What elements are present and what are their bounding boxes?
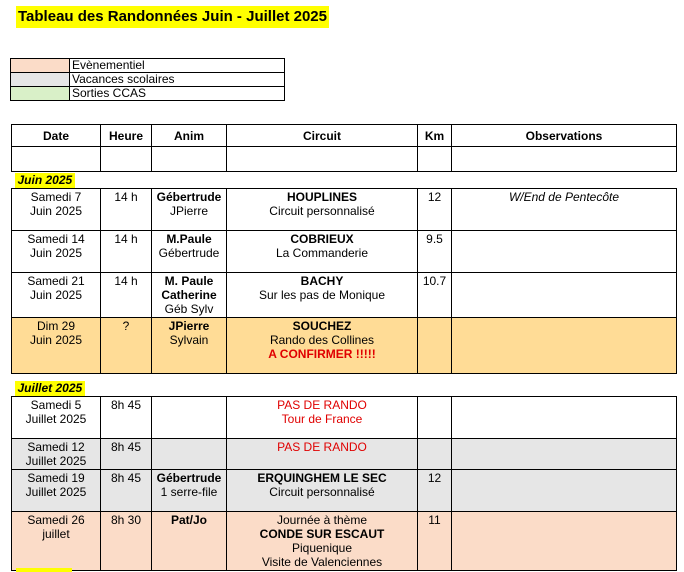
blank-row [12,147,677,172]
heure-cell: 14 h [101,189,152,231]
hikes-table [11,124,677,571]
obs-cell [452,470,677,512]
anim-cell [152,273,227,318]
date-cell [12,231,101,273]
anim-lead: Gébertrude [156,471,222,485]
date-cell [12,439,101,470]
anim-cell [152,189,227,231]
anim-cell [152,439,227,470]
heure-cell: 14 h [101,231,152,273]
anim-cell [152,397,227,439]
anim-cell [152,318,227,374]
circuit-name: COBRIEUX [290,232,354,246]
km-cell [418,397,452,439]
circuit-line: Piquenique [291,541,353,555]
date-line: Samedi 26 [27,513,85,527]
section-label-juin: Juin 2025 [15,173,76,188]
blank-cell [101,147,152,172]
circuit-name: SOUCHEZ [292,319,352,333]
circuit-line: Tour de France [281,412,363,426]
km-cell: 9.5 [418,231,452,273]
section-cell [12,374,677,397]
table-row [12,470,677,512]
circuit-line: Sur les pas de Monique [258,288,386,302]
obs-cell [452,397,677,439]
circuit-name: PAS DE RANDO [277,440,367,454]
anim-line: 1 serre-file [160,485,218,499]
anim-cell [152,231,227,273]
circuit-cell [227,512,418,571]
header-observations: Observations [452,125,677,147]
date-cell [12,318,101,374]
anim-cell [152,512,227,571]
date-line: Samedi 12 [27,440,85,454]
date-line: Samedi 14 [27,232,85,246]
km-cell: 11 [418,512,452,571]
circuit-name: PAS DE RANDO [277,398,367,412]
date-line: juillet [42,527,70,541]
heure-cell: 8h 30 [101,512,152,571]
table-row [12,273,677,318]
date-line: Juin 2025 [29,288,83,302]
km-cell [418,439,452,470]
table-row [12,318,677,374]
header-heure: Heure [101,125,152,147]
date-line: Juin 2025 [29,246,83,260]
circuit-name: BACHY [300,274,344,288]
circuit-cell [227,231,418,273]
circuit-line: La Commanderie [275,246,369,260]
obs-cell [452,512,677,571]
legend-table [10,58,285,101]
anim-cell [152,470,227,512]
anim-line: JPierre [169,204,208,218]
obs-cell [452,318,677,374]
circuit-name: HOUPLINES [286,190,357,204]
circuit-line: Rando des Collines [269,333,375,347]
table-row [12,231,677,273]
section-cell [12,172,677,189]
legend-label-evenementiel: Evènementiel [70,59,285,73]
page-title: Tableau des Randonnées Juin - Juillet 2025 [16,6,329,28]
date-line: Juillet 2025 [25,454,87,468]
km-cell: 12 [418,189,452,231]
obs-cell [452,439,677,470]
circuit-line: Circuit personnalisé [269,204,375,218]
legend-label-vacances: Vacances scolaires [70,73,285,87]
header-km: Km [418,125,452,147]
blank-cell [418,147,452,172]
circuit-cell [227,470,418,512]
circuit-line: Visite de Valenciennes [261,555,383,569]
circuit-cell [227,439,418,470]
heure-cell: 8h 45 [101,439,152,470]
blank-cell [152,147,227,172]
section-label-juillet: Juillet 2025 [15,381,86,396]
obs-cell [452,273,677,318]
circuit-line: Circuit personnalisé [269,485,375,499]
blank-cell [12,147,101,172]
header-circuit: Circuit [227,125,418,147]
circuit-warning: A CONFIRMER !!!!! [268,347,376,361]
date-line: Juillet 2025 [25,412,87,426]
header-row [12,125,677,147]
anim-lead: Gébertrude [156,190,222,204]
date-cell [12,273,101,318]
anim-lead: M. Paule [164,274,214,288]
date-line: Samedi 5 [30,398,82,412]
circuit-cell [227,189,418,231]
obs-cell: W/End de Pentecôte [452,189,677,231]
heure-cell: ? [101,318,152,374]
date-line: Samedi 7 [30,190,82,204]
legend-label-ccas: Sorties CCAS [70,87,285,101]
date-line: Samedi 21 [27,274,85,288]
heure-cell: 8h 45 [101,470,152,512]
table-row [12,439,677,470]
anim-line: Gébertrude [158,246,220,260]
header-anim: Anim [152,125,227,147]
legend-swatch-ccas [11,87,70,101]
section-row-juillet [12,374,677,397]
blank-cell [227,147,418,172]
date-cell [12,470,101,512]
date-line: Juillet 2025 [25,485,87,499]
date-line: Juin 2025 [29,204,83,218]
obs-cell [452,231,677,273]
circuit-cell [227,273,418,318]
heure-cell: 8h 45 [101,397,152,439]
circuit-cell [227,397,418,439]
legend-swatch-vacances [11,73,70,87]
km-cell: 10.7 [418,273,452,318]
legend-row-evenementiel [11,59,285,73]
anim-lead: Pat/Jo [170,513,207,527]
section-row-juin [12,172,677,189]
anim-lead: JPierre [168,319,210,333]
heure-cell: 14 h [101,273,152,318]
circuit-line: Journée à thème [276,513,368,527]
date-cell [12,512,101,571]
date-line: Dim 29 [36,319,75,333]
table-row [12,397,677,439]
blank-cell [452,147,677,172]
circuit-name: CONDE SUR ESCAUT [259,527,385,541]
circuit-name: ERQUINGHEM LE SEC [257,471,387,485]
header-date: Date [12,125,101,147]
km-cell: 12 [418,470,452,512]
table-row [12,189,677,231]
anim-lead: M.Paule [166,232,212,246]
legend-row-vacances [11,73,285,87]
legend-swatch-evenementiel [11,59,70,73]
km-cell [418,318,452,374]
date-cell [12,189,101,231]
legend-row-ccas [11,87,285,101]
date-line: Samedi 19 [27,471,85,485]
date-line: Juin 2025 [29,333,83,347]
table-row [12,512,677,571]
anim-line: Géb Sylv [164,302,214,316]
circuit-cell [227,318,418,374]
next-section-label-fragment [16,568,72,572]
date-cell [12,397,101,439]
anim-line: Sylvain [169,333,209,347]
anim-lead: Catherine [161,288,217,302]
